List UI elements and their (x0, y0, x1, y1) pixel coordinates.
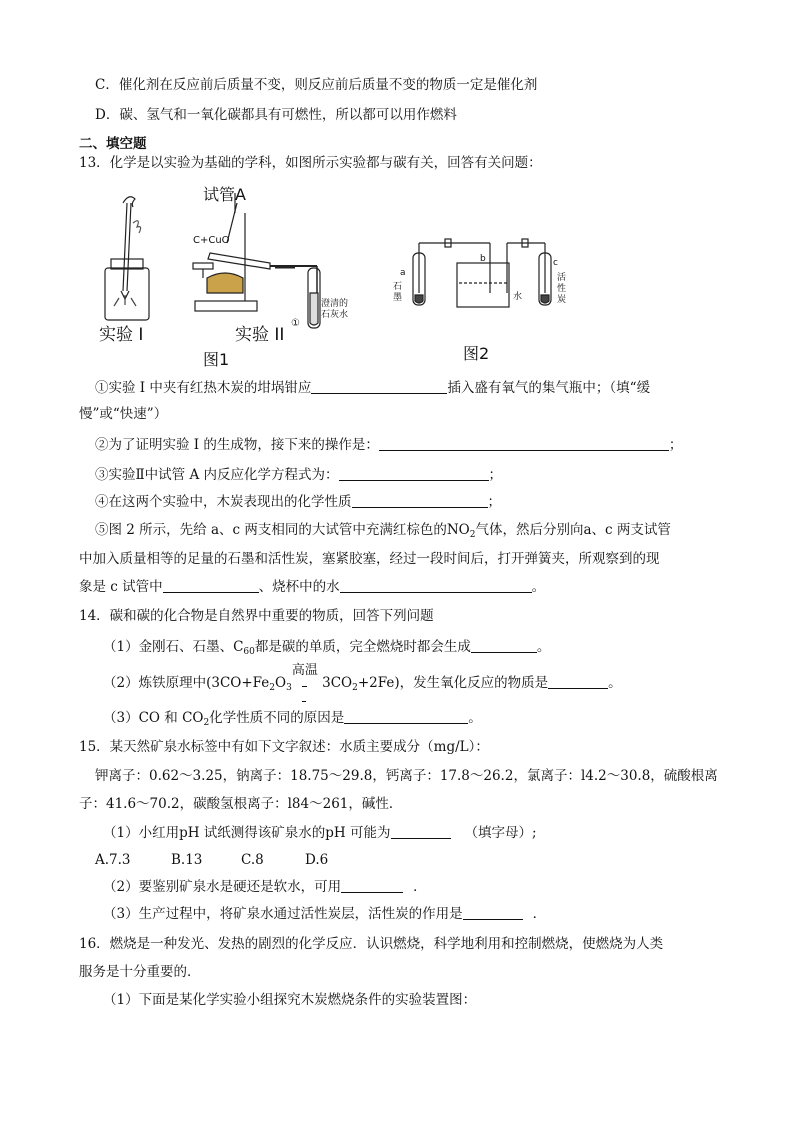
q15-p1-text: （1）小红用pH 试纸测得该矿泉水的pH 可能为 (103, 825, 391, 841)
carbon-line1: 活 (557, 273, 567, 283)
q14-p2-text-b: O (275, 675, 287, 691)
q13-s2 (95, 435, 682, 455)
q14-p2-text-d: +2Fe)，发生氧化反应的物质是 (357, 675, 549, 691)
limewater-line2: 石灰水 (321, 310, 349, 320)
q15-p1-post: （填字母）; (464, 825, 537, 841)
graphite-line2: 墨 (393, 293, 403, 303)
tube-b-letter: b (480, 254, 486, 264)
q13-s5-line1 (95, 520, 671, 545)
q14-p2-sub3: 2 (352, 683, 358, 693)
fig2-label: 图2 (463, 344, 490, 363)
q13-s3-blank[interactable] (339, 466, 489, 481)
q14-p3-blank[interactable] (344, 709, 468, 724)
q15-p2-post: ． (413, 879, 427, 895)
limewater-line1: 澄清的 (321, 299, 349, 309)
q16-stem-line1: 16．燃烧是一种发光、发热的剧烈的化学反应．认识燃烧，科学地利用和控制燃烧，使燃烧为人类 (79, 936, 664, 952)
q15-p2-text: （2）要鉴别矿泉水是硬还是软水，可用 (103, 879, 342, 895)
q13-s5-blank2[interactable] (340, 578, 532, 593)
fig1-label: 图1 (203, 350, 230, 369)
q14-p1-blank[interactable] (471, 638, 537, 653)
exp2-apparatus (193, 193, 320, 328)
q14-p1-text-b: 都是碳的单质，完全燃烧时都会生成 (254, 639, 471, 655)
q13-s1 (95, 378, 650, 398)
q14-p1-sub: 60 (243, 647, 255, 657)
q13-s5-blank1[interactable] (163, 578, 259, 593)
q13-s5-text-a: ⑤图 2 所示，先给 a、c 两支相同的大试管中充满红棕色的NO (95, 522, 470, 538)
q14-p2 (103, 663, 622, 698)
q15-p2 (103, 877, 427, 897)
q15-p1-blank[interactable] (391, 824, 451, 839)
q15-p3-blank[interactable] (463, 905, 523, 920)
q14-reaction-condition (291, 663, 318, 693)
q15-p3-text: （3）生产过程中，将矿泉水通过活性炭层，活性炭的作用是 (103, 906, 463, 922)
q14-p2-sub1: 2 (269, 683, 276, 693)
q15-options (95, 850, 328, 870)
q13-s4 (95, 492, 501, 512)
q15-p3 (103, 904, 546, 924)
carbon-line2: 性 (557, 284, 567, 294)
q14-p1-post: 。 (536, 639, 551, 655)
carbon-line3: 炭 (557, 295, 567, 305)
q13-stem: 13．化学是以实验为基础的学科，如图所示实验都与碳有关，回答有关问题： (79, 155, 542, 171)
tube-a-label: 试管A (203, 185, 246, 204)
q15-option-c[interactable]: C.8 (241, 852, 264, 868)
exp1-apparatus (105, 197, 149, 320)
q13-s5-line3 (79, 577, 545, 597)
q14-stem: 14．碳和碳的化合物是自然界中重要的物质，回答下列问题 (79, 608, 434, 624)
q15-option-d[interactable]: D.6 (305, 852, 329, 868)
q13-s2-text-post: ； (668, 437, 683, 453)
q13-s2-text: ②为了证明实验 I 的生成物，接下来的操作是： (95, 437, 379, 453)
water-label: 水 (513, 292, 523, 302)
q14-p2-text-c: 3CO (322, 675, 353, 691)
tube-a-letter: a (400, 268, 406, 278)
q13-s1-cont: 慢”或“快速”） (79, 406, 168, 422)
q15-option-a[interactable]: A.7.3 (95, 852, 131, 868)
q15-stem: 15．某天然矿泉水标签中有如下文字叙述：水质主要成分（mg/L）： (79, 739, 489, 755)
q13-s3-text: ③实验Ⅱ中试管 A 内反应化学方程式为： (95, 467, 339, 483)
q14-p3 (103, 708, 482, 733)
q14-p2-text-a: （2）炼铁原理中(3CO+Fe (103, 675, 270, 691)
q13-s5-line3-mid: 、烧杯中的水 (258, 579, 340, 595)
limewater-mark: ① (291, 318, 300, 329)
q15-option-b[interactable]: B.13 (171, 852, 203, 868)
q14-p2-post: 。 (608, 675, 622, 691)
q13-s5-text-b: 气体，然后分别向a、c 两支试管 (475, 522, 671, 538)
q13-s3-text-post: ； (488, 467, 503, 483)
q15-p2-blank[interactable] (341, 878, 403, 893)
tube-c-letter: c (553, 258, 558, 268)
q14-p3-sub: 2 (203, 718, 210, 728)
q13-s4-blank[interactable] (352, 493, 488, 508)
option-d: D．碳、氢气和一氧化碳都具有可燃性，所以都可以用作燃料 (95, 107, 457, 123)
q13-s3 (95, 465, 502, 485)
graphite-line1: 石 (393, 282, 403, 292)
q14-p3-post: 。 (468, 710, 482, 726)
q14-p1-text-a: （1）金刚石、石墨、C (103, 639, 244, 655)
q14-p2-blank[interactable] (548, 674, 608, 689)
q16-p1: （1）下面是某化学实验小组探究木炭燃烧条件的实验装置图： (103, 992, 477, 1008)
q14-p3-text-a: （3）CO 和 CO (103, 710, 204, 726)
option-c: C．催化剂在反应前后质量不变，则反应前后质量不变的物质一定是催化剂 (95, 77, 538, 93)
fig2-apparatus (413, 239, 551, 307)
q13-s5-sub: 2 (469, 530, 476, 540)
q14-p2-sub2: 3 (286, 683, 292, 693)
exp1-label: 实验 I (99, 325, 144, 345)
reagent-label: C+CuO (193, 235, 230, 246)
q15-ions-line1: 钾离子：0.62～3.25，钠离子：18.75～29.8，钙离子：17.8～26.2，氯离子：l4.2～30.8，硫酸根离 (95, 768, 718, 784)
q13-s4-text-post: ； (487, 494, 501, 510)
q16-stem-line2: 服务是十分重要的． (79, 964, 201, 980)
q15-p3-post: ． (532, 906, 547, 922)
q15-p1 (103, 823, 537, 843)
section-heading: 二、填空题 (79, 136, 147, 152)
q13-s5-line3-post: 。 (531, 579, 546, 595)
q13-s1-text-post: 插入盛有氧气的集气瓶中；（填“缓 (447, 380, 651, 396)
q13-s1-blank[interactable] (311, 379, 447, 394)
q13-s4-text: ④在这两个实验中，木炭表现出的化学性质 (95, 494, 352, 510)
q13-figure (95, 183, 605, 373)
q14-p3-text-b: 化学性质不同的原因是 (209, 710, 345, 726)
q13-s2-blank[interactable] (379, 436, 669, 451)
exp2-label: 实验 II (235, 325, 285, 345)
q14-condition-text: 高温 (291, 663, 318, 678)
q13-s1-text: ①实验 I 中夹有红热木炭的坩埚钳应 (95, 380, 312, 396)
q13-s5-line3-pre: 象是 c 试管中 (79, 579, 163, 595)
q13-s5-line2: 中加入质量相等的足量的石墨和活性炭，塞紧胶塞，经过一段时间后，打开弹簧夹，所观察到的现 (79, 551, 660, 567)
q15-ions-line2: 子：41.6～70.2，碳酸氢根离子：l84～261，碱性． (79, 796, 403, 812)
q14-p1 (103, 637, 550, 662)
